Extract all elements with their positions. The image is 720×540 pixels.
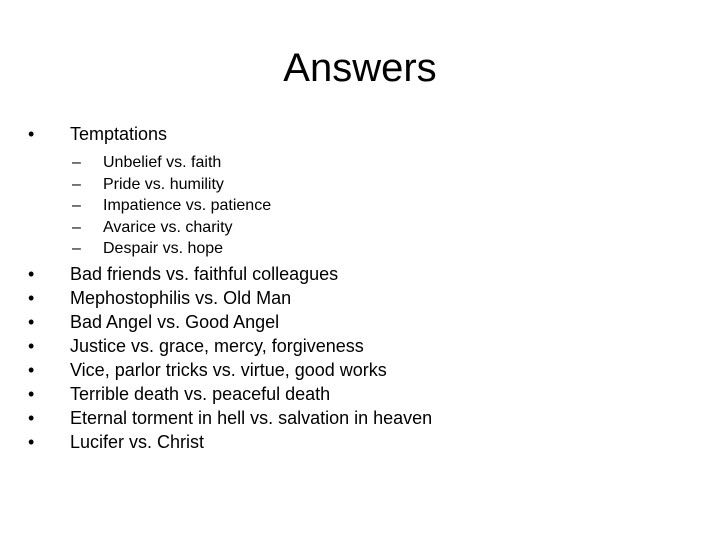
sub-item bbox=[28, 152, 698, 174]
bullet-marker: • bbox=[28, 407, 35, 428]
sub-marker: – bbox=[72, 175, 81, 193]
bullet-item bbox=[28, 430, 698, 454]
bullet-item bbox=[28, 262, 698, 286]
bullet-marker: • bbox=[28, 263, 35, 284]
sub-item-text: Pride vs. humility bbox=[103, 175, 224, 193]
sub-item-text: Impatience vs. patience bbox=[103, 197, 272, 215]
sub-list bbox=[28, 152, 698, 260]
sub-item-text: Avarice vs. charity bbox=[103, 218, 233, 236]
sub-marker: – bbox=[72, 197, 81, 215]
sub-marker: – bbox=[72, 154, 81, 171]
bullet-marker: • bbox=[28, 383, 35, 404]
sub-item bbox=[28, 217, 698, 239]
bullet-item bbox=[28, 286, 698, 310]
bullet-item bbox=[28, 334, 698, 358]
sub-item bbox=[28, 238, 698, 260]
sub-item-text: Unbelief vs. faith bbox=[103, 154, 222, 171]
slide-title-text: Answers bbox=[283, 46, 437, 90]
bullet-text: Vice, parlor tricks vs. virtue, good works bbox=[70, 359, 387, 380]
sub-item bbox=[28, 174, 698, 196]
bullet-marker: • bbox=[28, 431, 35, 452]
bullet-text: Justice vs. grace, mercy, forgiveness bbox=[70, 335, 364, 356]
sub-marker: – bbox=[72, 240, 81, 258]
bullet-marker: • bbox=[28, 124, 35, 144]
bullet-item bbox=[28, 406, 698, 430]
bullet-marker: • bbox=[28, 287, 35, 308]
bullet-item bbox=[28, 310, 698, 334]
bullet-text: Mephostophilis vs. Old Man bbox=[70, 287, 292, 308]
bullet-text: Terrible death vs. peaceful death bbox=[70, 383, 331, 404]
sub-marker: – bbox=[72, 218, 81, 236]
sub-item bbox=[28, 195, 698, 217]
bullet-item bbox=[28, 382, 698, 406]
bullet-list bbox=[28, 122, 698, 454]
sub-item-text: Despair vs. hope bbox=[103, 240, 224, 258]
bullet-marker: • bbox=[28, 311, 35, 332]
bullet-text: Bad Angel vs. Good Angel bbox=[70, 311, 280, 332]
bullet-text: Eternal torment in hell vs. salvation in heaven bbox=[70, 407, 433, 428]
bullet-text: Lucifer vs. Christ bbox=[70, 431, 205, 452]
bullet-marker: • bbox=[28, 359, 35, 380]
bullet-marker: • bbox=[28, 335, 35, 356]
bullet-item bbox=[28, 358, 698, 382]
bullet-text: Temptations bbox=[70, 124, 168, 144]
slide-title bbox=[0, 40, 720, 96]
bullet-text: Bad friends vs. faithful colleagues bbox=[70, 263, 339, 284]
bullet-item-temptations bbox=[28, 122, 698, 146]
